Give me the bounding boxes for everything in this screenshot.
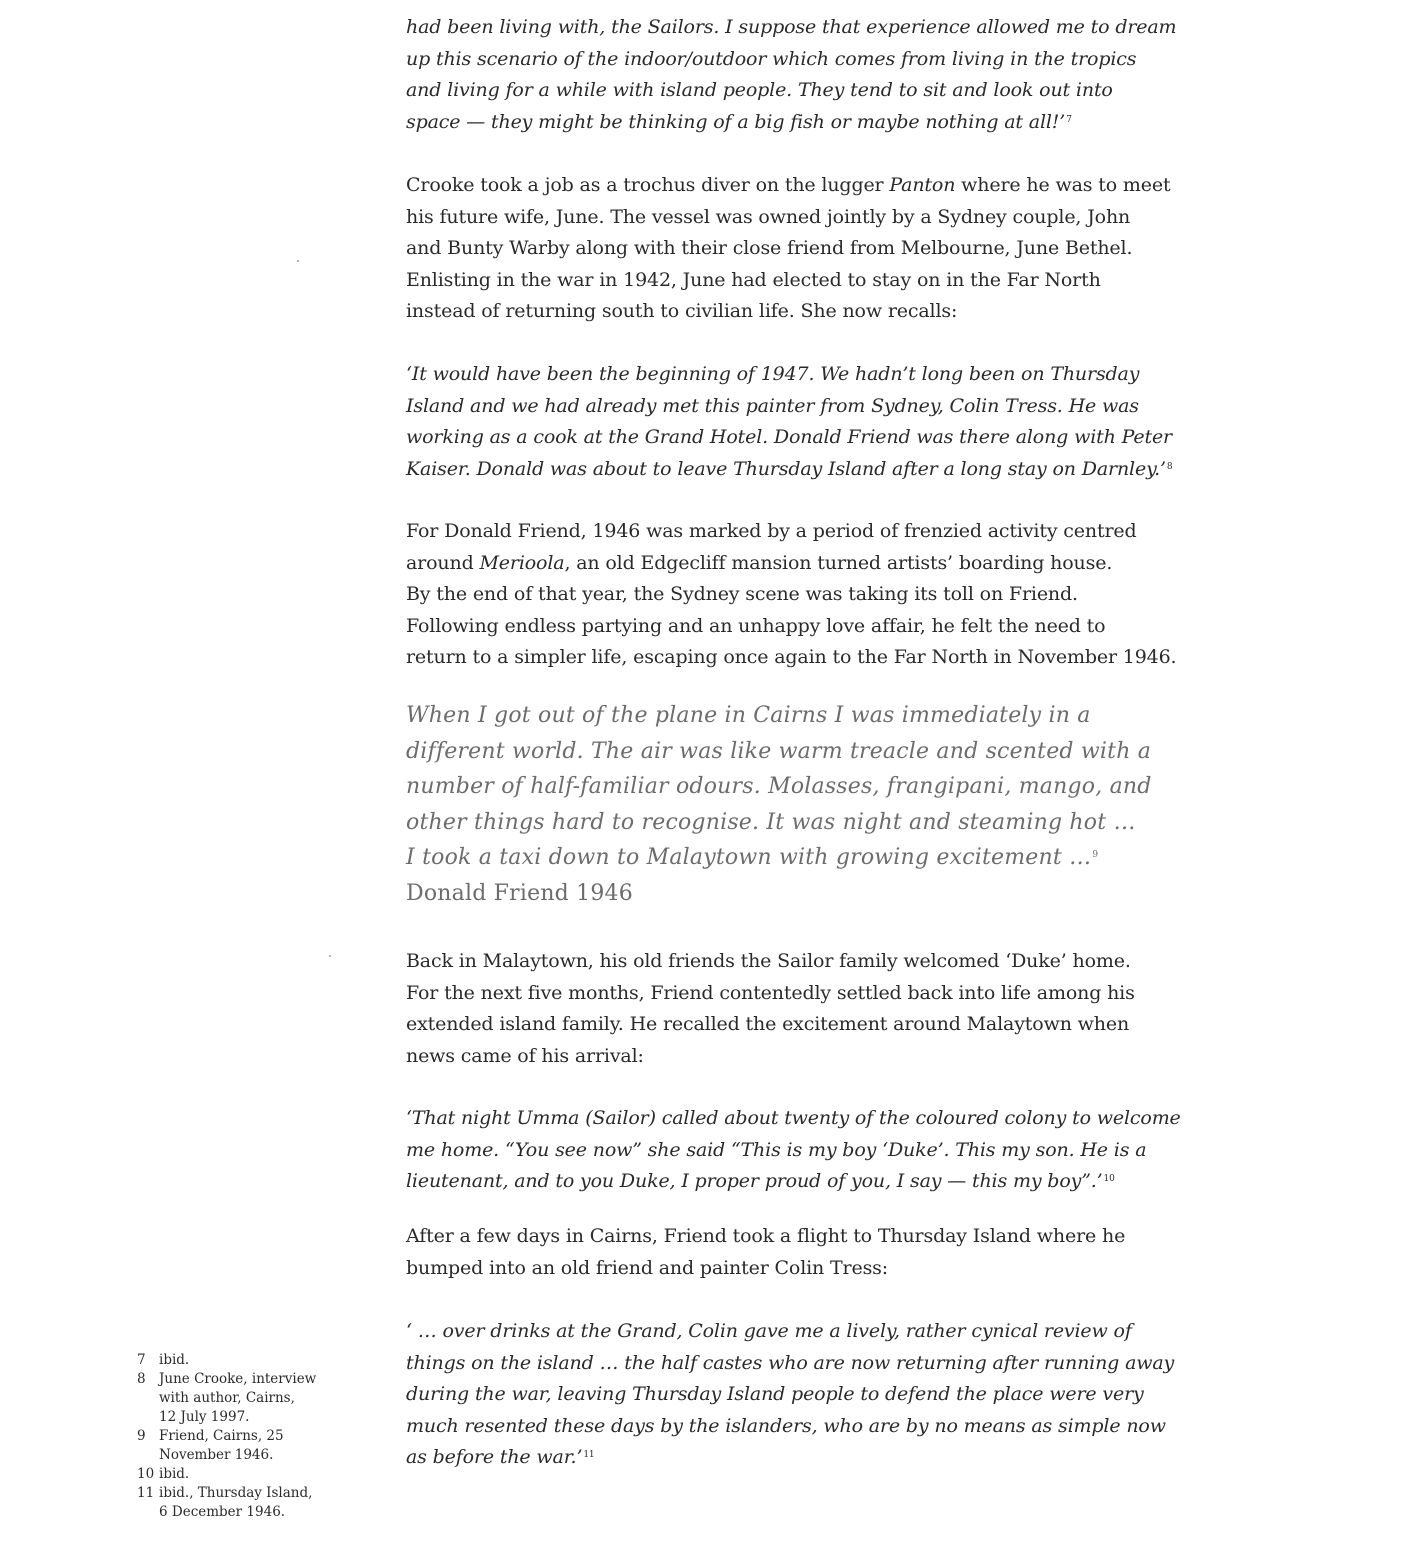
pull-quote-attribution: Donald Friend 1946 — [406, 881, 633, 906]
quote-paragraph-june — [406, 359, 1196, 485]
footnote-item — [137, 1427, 337, 1465]
footnote-number: 7 — [137, 1352, 146, 1368]
house-name: Merioola — [479, 551, 565, 574]
footnote-text: ibid., Thursday Island, 6 December 1946. — [159, 1485, 313, 1520]
body-paragraph-crooke — [406, 170, 1196, 328]
quote-paragraph-umma — [406, 1103, 1196, 1198]
scan-speck — [329, 955, 331, 957]
footnote-ref-11[interactable]: 11 — [583, 1450, 595, 1461]
body-text: Back in Malaytown, his old friends the Sailor family welcomed ‘Duke’ home. For the next five months, Friend contentedly settled back into life among his extended island family. He recalled the excitement around Malaytown when news came of his arrival: — [406, 950, 1135, 1067]
ship-name: Panton — [889, 174, 956, 196]
quote-text: had been living with, the Sailors. I suppose that experience allowed me to dream up this scenario of the indoor/outdoor which comes from living in the tropics and living for a while with island people. They tend to sit and look out into space — they might be thinking of a big fish or maybe nothing at all!’ — [406, 16, 1177, 133]
footnote-text: Friend, Cairns, 25 November 1946. — [159, 1428, 284, 1463]
body-text: where he was to meet his future wife, June. The vessel was owned jointly by a Sydney couple, John and Bunty Warby along with their close friend from Melbourne, June Bethel. Enlisting in the war in 1942, June had elected to stay on in the Far North instead of returning south to civilian life. She now recalls: — [406, 174, 1171, 323]
scan-speck — [297, 260, 299, 262]
footnote-ref-8[interactable]: 8 — [1166, 461, 1173, 472]
footnote-item — [137, 1484, 337, 1522]
footnote-item — [137, 1370, 337, 1427]
footnote-item — [137, 1465, 337, 1484]
pull-quote-text: When I got out of the plane in Cairns I was immediately in a different world. The air was like warm treacle and scented with a number of half-familiar odours. Molasses, frangipani, mango, and other things hard to recognise. It was night and steaming hot … I took a taxi down to Malaytown with growing excitement … — [406, 703, 1152, 871]
footnote-text: ibid. — [159, 1466, 190, 1482]
footnote-ref-10[interactable]: 10 — [1103, 1174, 1115, 1185]
body-paragraph-friend-1946 — [406, 516, 1196, 674]
body-paragraph-cairns — [406, 1221, 1196, 1284]
body-text: , an old Edgecliff mansion turned artists’ boarding house. By the end of that year, the Sydney scene was taking its toll on Friend. Following endless partying and an unhappy love affair, he felt the need to return to a simpler life, escaping once again to the Far North in November 1946. — [406, 551, 1177, 669]
quote-paragraph-grand — [406, 1316, 1196, 1474]
body-paragraph-malaytown — [406, 946, 1196, 1072]
footnote-number: 9 — [137, 1428, 146, 1444]
footnote-number: 10 — [137, 1466, 155, 1482]
footnote-ref-7[interactable]: 7 — [1066, 114, 1072, 125]
pull-quote — [406, 698, 1196, 876]
footnote-item — [137, 1351, 337, 1370]
footnote-ref-9[interactable]: 9 — [1092, 850, 1099, 861]
body-text: For Donald Friend, 1946 was marked by a period of frenzied activity centred around — [406, 520, 1137, 574]
body-text: Crooke took a job as a trochus diver on the lugger — [406, 174, 890, 196]
footnote-text: ibid. — [159, 1352, 190, 1368]
quote-text: ‘It would have been the beginning of 1947. We hadn’t long been on Thursday Island and we had already met this painter from Sydney, Colin Tress. He was working as a cook at the Grand Hotel. Donald Friend was there along with Peter Kaiser. Donald was about to leave Thursday Island after a long stay on Darnley.’ — [406, 363, 1172, 480]
footnote-number: 11 — [137, 1485, 155, 1501]
footnote-number: 8 — [137, 1371, 146, 1387]
footnote-text: June Crooke, interview with author, Cairns, 12 July 1997. — [159, 1371, 317, 1425]
quote-paragraph-sailors — [406, 12, 1196, 138]
body-text: After a few days in Cairns, Friend took a flight to Thursday Island where he bumped into an old friend and painter Colin Tress: — [406, 1225, 1126, 1279]
footnotes-list — [137, 1351, 337, 1522]
quote-text: ‘ … over drinks at the Grand, Colin gave me a lively, rather cynical review of things on the island … the half castes who are now returning after running away during the war, leaving Thursday Island people to defend the place were very much resented these days by the islanders, who are by no means as simple now as before the war.’ — [406, 1320, 1175, 1469]
quote-text: ‘That night Umma (Sailor) called about twenty of the coloured colony to welcome me home. “You see now” she said “This is my boy ‘Duke’. This my son. He is a lieutenant, and to you Duke, I proper proud of you, I say — this my boy”.’ — [406, 1107, 1181, 1193]
